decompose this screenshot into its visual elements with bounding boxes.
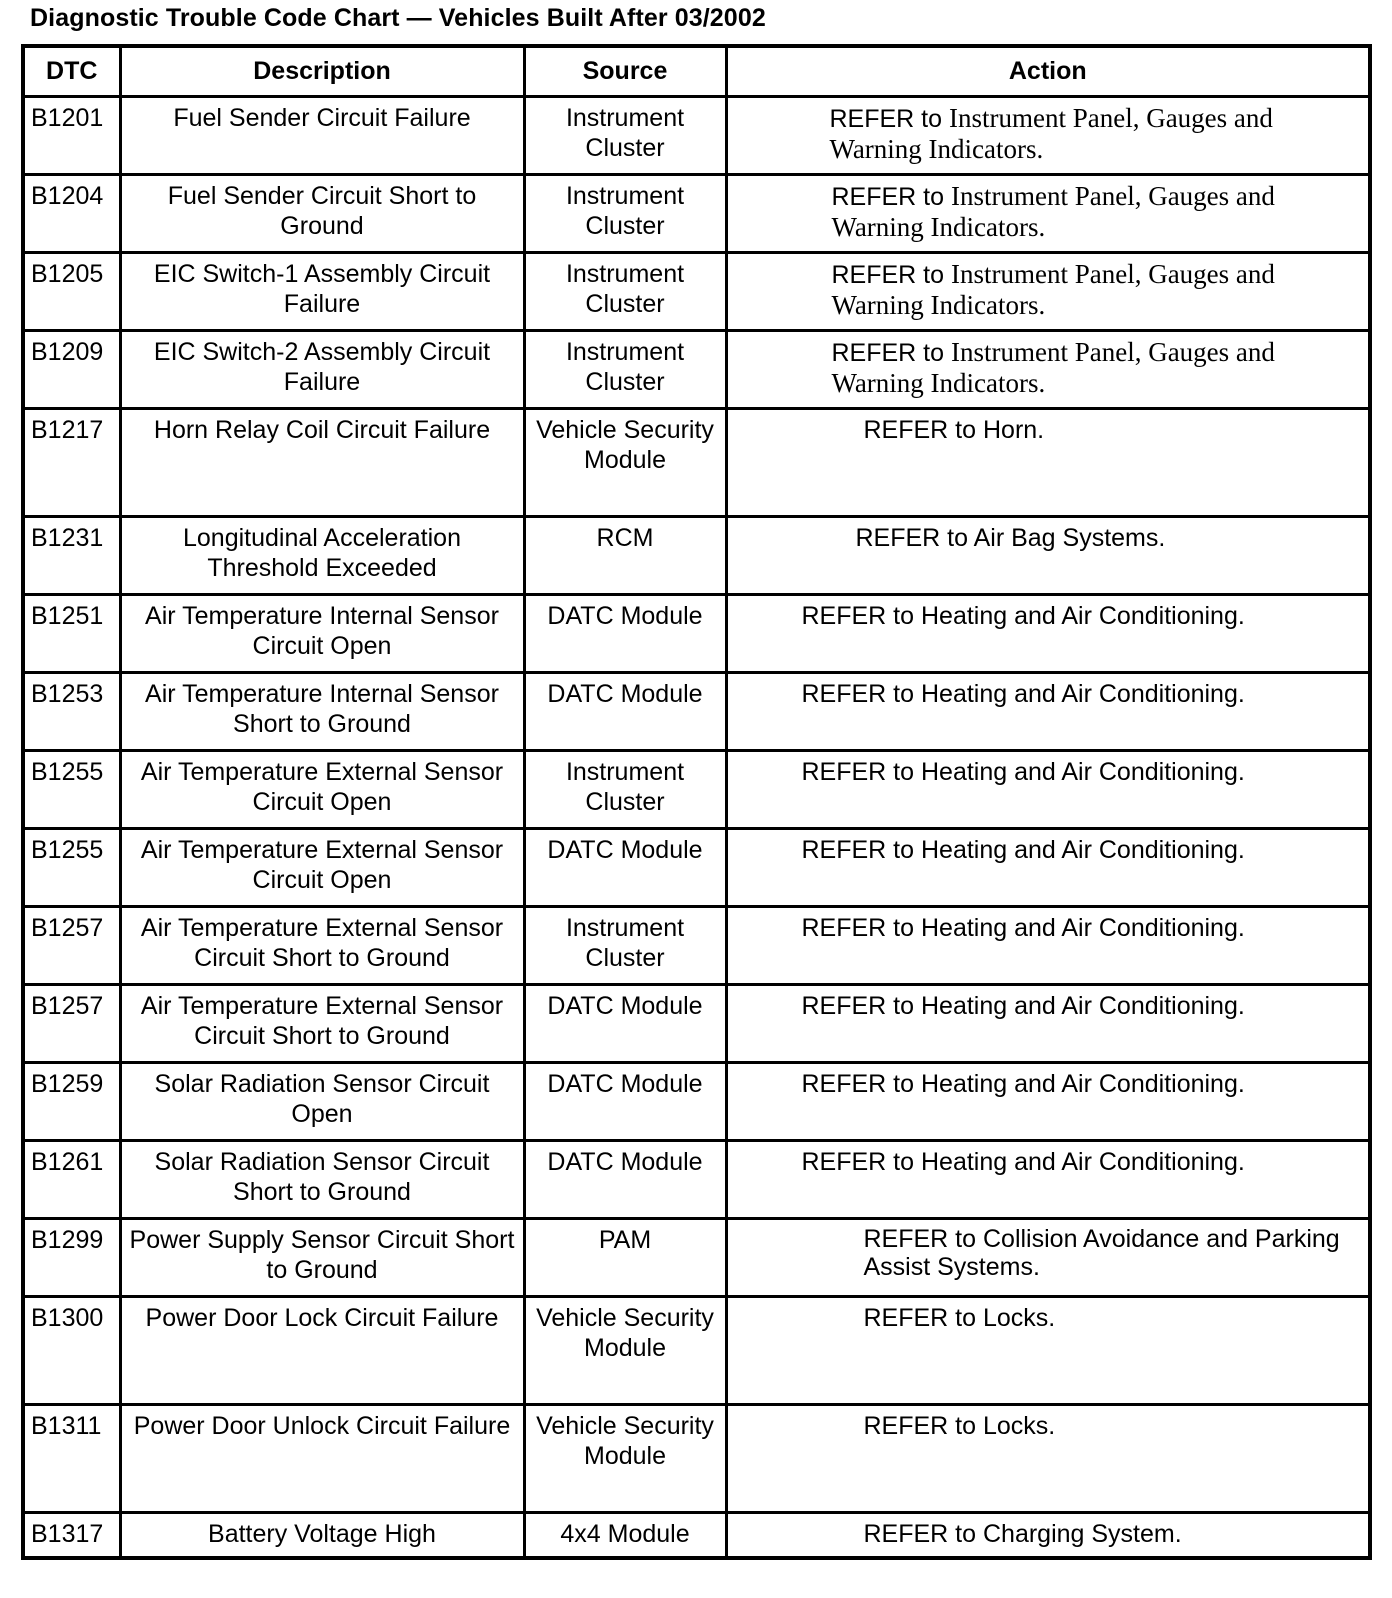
action-prefix: REFER to: [855, 523, 974, 552]
description-cell: Longitudinal Acceleration Threshold Exceeded: [120, 516, 524, 594]
action-cell: [726, 408, 1370, 516]
action-cell: [726, 1296, 1370, 1404]
header-action: Action: [726, 46, 1370, 96]
description-cell: Battery Voltage High: [120, 1512, 524, 1558]
source-cell: Vehicle Security Module: [524, 1296, 726, 1404]
description-cell: Fuel Sender Circuit Failure: [120, 96, 524, 174]
action-prefix: REFER to: [831, 338, 945, 367]
action-target: Air Bag Systems.: [973, 523, 1166, 552]
table-row: [23, 906, 1370, 984]
action-target: Instrument Panel, Gauges and Warning Indicators.: [831, 180, 1275, 242]
action-target: Locks.: [982, 1411, 1056, 1440]
dtc-code: B1257: [23, 906, 120, 984]
table-row: [23, 984, 1370, 1062]
table-row: [23, 1062, 1370, 1140]
source-cell: PAM: [524, 1218, 726, 1296]
header-row: [23, 46, 1370, 96]
source-cell: DATC Module: [524, 672, 726, 750]
action-target: Instrument Panel, Gauges and Warning Indicators.: [829, 102, 1273, 164]
action-target: Locks.: [982, 1303, 1056, 1332]
source-cell: DATC Module: [524, 1062, 726, 1140]
dtc-code: B1231: [23, 516, 120, 594]
action-prefix: REFER to: [863, 1224, 977, 1253]
action-cell: [726, 174, 1370, 252]
source-cell: 4x4 Module: [524, 1512, 726, 1558]
action-prefix: REFER to: [829, 104, 943, 133]
description-cell: Power Door Unlock Circuit Failure: [120, 1404, 524, 1512]
action-prefix: REFER to: [801, 835, 915, 864]
description-cell: Air Temperature External Sensor Circuit Open: [120, 750, 524, 828]
action-target: Instrument Panel, Gauges and Warning Indicators.: [831, 258, 1275, 320]
dtc-code: B1255: [23, 750, 120, 828]
action-target: Heating and Air Conditioning.: [920, 1147, 1245, 1176]
description-cell: Solar Radiation Sensor Circuit Short to Ground: [120, 1140, 524, 1218]
action-cell: [726, 1512, 1370, 1558]
table-row: [23, 1218, 1370, 1296]
dtc-table: [21, 44, 1372, 1560]
dtc-code: B1251: [23, 594, 120, 672]
table-row: [23, 330, 1370, 408]
description-cell: Air Temperature Internal Sensor Short to Ground: [120, 672, 524, 750]
dtc-code: B1201: [23, 96, 120, 174]
table-row: [23, 750, 1370, 828]
action-cell: [726, 672, 1370, 750]
table-row: [23, 1140, 1370, 1218]
source-cell: Instrument Cluster: [524, 96, 726, 174]
source-cell: Vehicle Security Module: [524, 1404, 726, 1512]
description-cell: Air Temperature External Sensor Circuit Open: [120, 828, 524, 906]
source-cell: DATC Module: [524, 594, 726, 672]
description-cell: Power Supply Sensor Circuit Short to Ground: [120, 1218, 524, 1296]
dtc-code: B1253: [23, 672, 120, 750]
table-row: [23, 1512, 1370, 1558]
source-cell: Instrument Cluster: [524, 252, 726, 330]
action-target: Heating and Air Conditioning.: [920, 991, 1245, 1020]
action-target: Heating and Air Conditioning.: [920, 1069, 1245, 1098]
action-prefix: REFER to: [801, 601, 915, 630]
table-row: [23, 594, 1370, 672]
action-prefix: REFER to: [863, 1519, 977, 1548]
action-prefix: REFER to: [801, 1069, 915, 1098]
action-prefix: REFER to: [801, 991, 915, 1020]
source-cell: RCM: [524, 516, 726, 594]
table-row: [23, 516, 1370, 594]
table-row: [23, 1296, 1370, 1404]
action-target: Heating and Air Conditioning.: [920, 835, 1245, 864]
action-prefix: REFER to: [863, 1303, 977, 1332]
action-cell: [726, 594, 1370, 672]
source-cell: DATC Module: [524, 1140, 726, 1218]
dtc-code: B1255: [23, 828, 120, 906]
action-cell: [726, 252, 1370, 330]
table-row: [23, 1404, 1370, 1512]
source-cell: DATC Module: [524, 828, 726, 906]
description-cell: Air Temperature External Sensor Circuit Short to Ground: [120, 984, 524, 1062]
table-row: [23, 672, 1370, 750]
description-cell: Power Door Lock Circuit Failure: [120, 1296, 524, 1404]
header-description: Description: [120, 46, 524, 96]
action-prefix: REFER to: [831, 260, 945, 289]
dtc-code: B1259: [23, 1062, 120, 1140]
dtc-code: B1317: [23, 1512, 120, 1558]
action-prefix: REFER to: [801, 679, 915, 708]
dtc-code: B1300: [23, 1296, 120, 1404]
page-title: Diagnostic Trouble Code Chart — Vehicles Built After 03/2002: [30, 4, 766, 32]
action-prefix: REFER to: [801, 913, 915, 942]
action-target: Heating and Air Conditioning.: [920, 913, 1245, 942]
action-prefix: REFER to: [801, 1147, 915, 1176]
table-row: [23, 408, 1370, 516]
dtc-code: B1299: [23, 1218, 120, 1296]
action-cell: [726, 750, 1370, 828]
description-cell: Horn Relay Coil Circuit Failure: [120, 408, 524, 516]
dtc-code: B1257: [23, 984, 120, 1062]
dtc-code: B1205: [23, 252, 120, 330]
dtc-code: B1217: [23, 408, 120, 516]
description-cell: EIC Switch-1 Assembly Circuit Failure: [120, 252, 524, 330]
action-cell: [726, 1404, 1370, 1512]
description-cell: Solar Radiation Sensor Circuit Open: [120, 1062, 524, 1140]
action-target: Heating and Air Conditioning.: [920, 601, 1245, 630]
dtc-code: B1311: [23, 1404, 120, 1512]
source-cell: Instrument Cluster: [524, 330, 726, 408]
action-prefix: REFER to: [831, 182, 945, 211]
action-target: Collision Avoidance and Parking Assist Systems.: [863, 1224, 1340, 1281]
header-source: Source: [524, 46, 726, 96]
action-cell: [726, 516, 1370, 594]
action-cell: [726, 828, 1370, 906]
action-prefix: REFER to: [801, 757, 915, 786]
action-target: Heating and Air Conditioning.: [920, 679, 1245, 708]
table-row: [23, 828, 1370, 906]
action-cell: [726, 1140, 1370, 1218]
source-cell: Instrument Cluster: [524, 174, 726, 252]
description-cell: Air Temperature External Sensor Circuit Short to Ground: [120, 906, 524, 984]
dtc-code: B1261: [23, 1140, 120, 1218]
dtc-code: B1209: [23, 330, 120, 408]
action-prefix: REFER to: [863, 1411, 977, 1440]
dtc-code: B1204: [23, 174, 120, 252]
action-target: Instrument Panel, Gauges and Warning Indicators.: [831, 336, 1275, 398]
source-cell: Instrument Cluster: [524, 906, 726, 984]
source-cell: DATC Module: [524, 984, 726, 1062]
action-cell: [726, 984, 1370, 1062]
action-cell: [726, 96, 1370, 174]
table-row: [23, 96, 1370, 174]
action-cell: [726, 906, 1370, 984]
action-cell: [726, 1218, 1370, 1296]
header-dtc: DTC: [23, 46, 120, 96]
source-cell: Instrument Cluster: [524, 750, 726, 828]
action-cell: [726, 1062, 1370, 1140]
table-row: [23, 252, 1370, 330]
description-cell: Air Temperature Internal Sensor Circuit Open: [120, 594, 524, 672]
source-cell: Vehicle Security Module: [524, 408, 726, 516]
action-target: Heating and Air Conditioning.: [920, 757, 1245, 786]
action-target: Charging System.: [982, 1519, 1182, 1548]
description-cell: EIC Switch-2 Assembly Circuit Failure: [120, 330, 524, 408]
action-prefix: REFER to: [863, 415, 977, 444]
description-cell: Fuel Sender Circuit Short to Ground: [120, 174, 524, 252]
table-row: [23, 174, 1370, 252]
action-cell: [726, 330, 1370, 408]
action-target: Horn.: [982, 415, 1045, 444]
